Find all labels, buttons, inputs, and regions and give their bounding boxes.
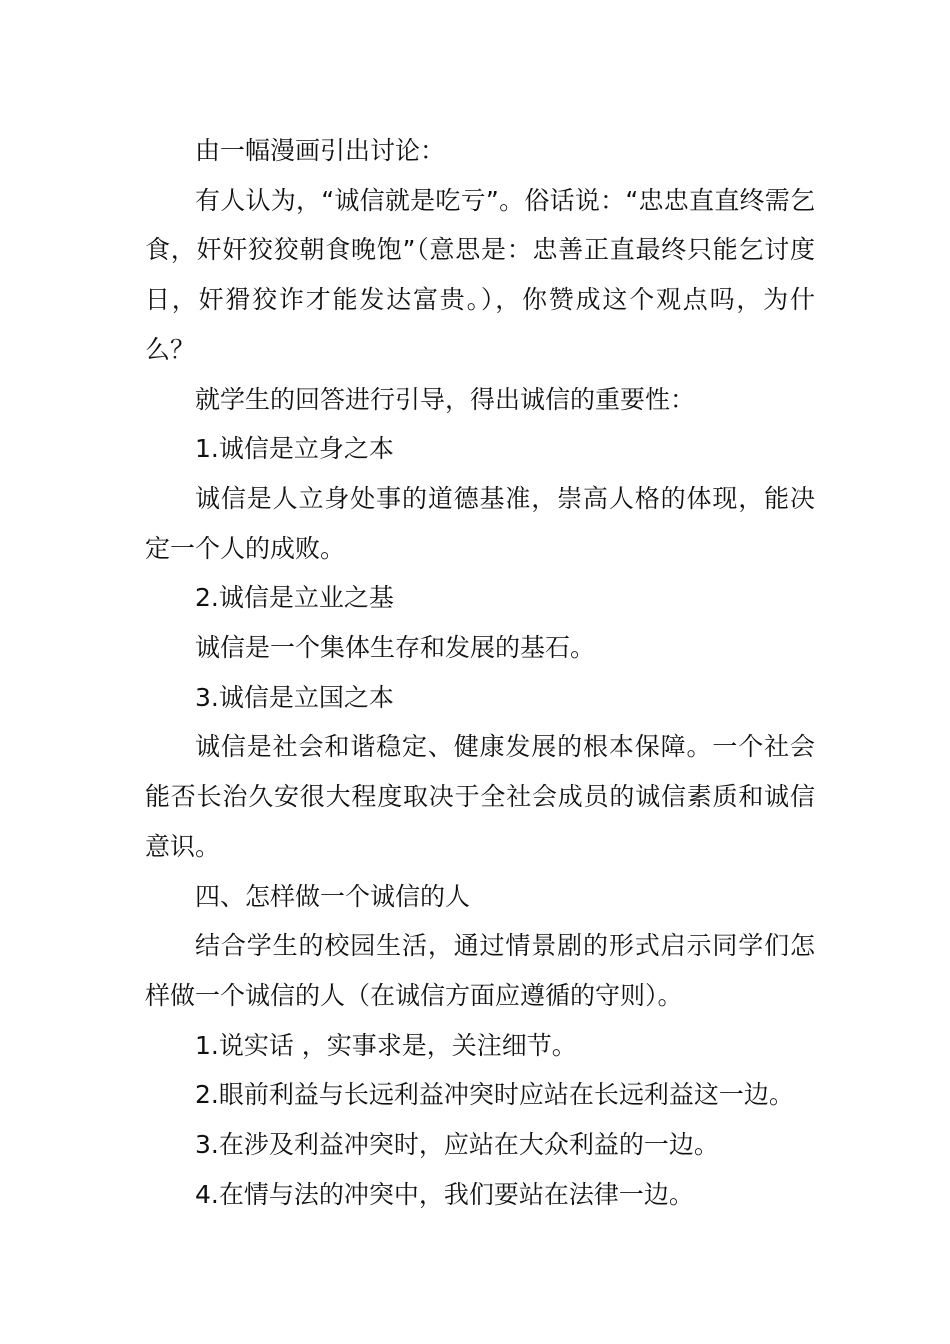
heading-point-3: 3.诚信是立国之本	[195, 682, 394, 712]
paragraph-section-four-intro: 结合学生的校园生活，通过情景剧的形式启示同学们怎样做一个诚信的人（在诚信方面应遵循的守则）。	[145, 931, 815, 1010]
document-body	[145, 126, 815, 1219]
section-heading-four: 四、怎样做一个诚信的人	[195, 881, 471, 911]
heading-point-2: 2.诚信是立业之基	[195, 583, 394, 613]
list-item-rule-3: 3.在涉及利益冲突时，应站在大众利益的一边。	[195, 1130, 719, 1160]
list-item-rule-2: 2.眼前利益与长远利益冲突时应站在长远利益这一边。	[195, 1080, 794, 1110]
paragraph-intro: 由一幅漫画引出讨论：	[195, 136, 446, 165]
paragraph-point-2: 诚信是一个集体生存和发展的基石。	[195, 633, 596, 663]
list-item-rule-1: 1.说实话 ，实事求是，关注细节。	[195, 1030, 577, 1060]
list-item-rule-4: 4.在情与法的冲突中，我们要站在法律一边。	[195, 1179, 694, 1209]
paragraph-discussion-question: 有人认为，“诚信就是吃亏”。俗话说：“忠忠直直终需乞食，奸奸狡狡朝食晚饱”（意思是：忠善正直最终只能乞讨度日，奸猾狡诈才能发达富贵。），你赞成这个观点吗，为什么？	[145, 185, 815, 364]
heading-point-1: 1.诚信是立身之本	[195, 434, 394, 464]
paragraph-point-3: 诚信是社会和谐稳定、健康发展的根本保障。一个社会能否长治久安很大程度取决于全社会成员的诚信素质和诚信意识。	[145, 732, 815, 861]
paragraph-point-1: 诚信是人立身处事的道德基准，崇高人格的体现，能决定一个人的成败。	[145, 483, 815, 563]
paragraph-guidance: 就学生的回答进行引导，得出诚信的重要性：	[195, 384, 696, 414]
